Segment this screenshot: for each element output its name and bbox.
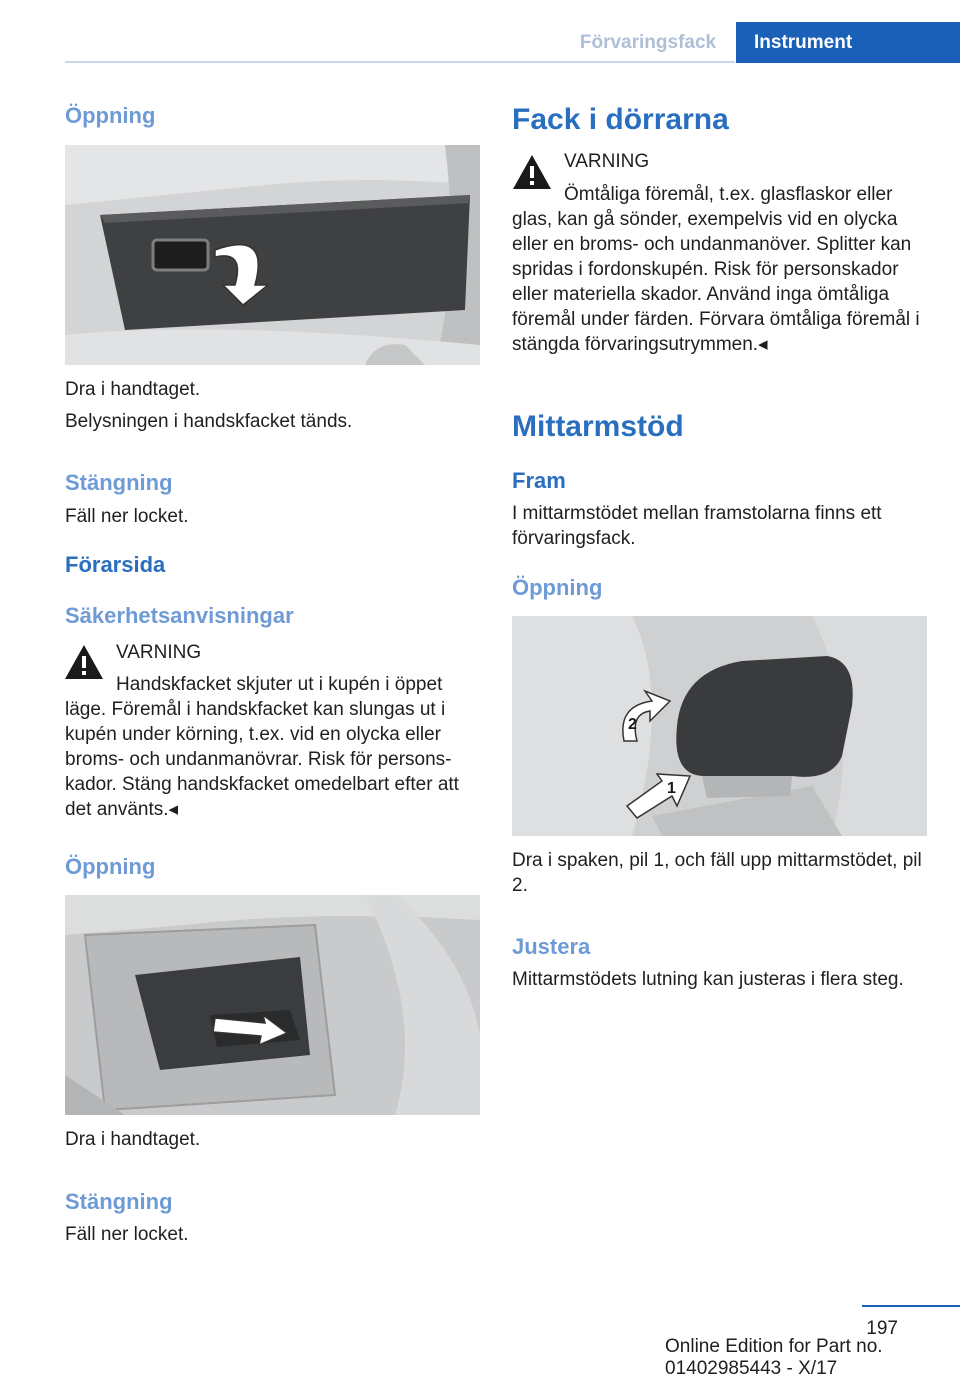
text-belysning: Belysningen i handskfacket tänds. (65, 411, 353, 432)
footer-edition (665, 1336, 960, 1380)
heading-stangning-1: Stängning (65, 470, 173, 495)
text-dra-i-handtaget-2: Dra i handtaget. (65, 1129, 201, 1150)
heading-oppning-right: Öppning (512, 575, 603, 600)
arrow-label-1: 1 (667, 780, 676, 797)
page-number: 197 (866, 1318, 898, 1339)
text-dra-spaken-block (512, 848, 927, 898)
footer-edition-text: Online Edition for Part no. 01402985443 - X/17 (665, 1336, 883, 1379)
heading-forarsida: Förarsida (65, 552, 166, 577)
heading-justera: Justera (512, 934, 591, 959)
armrest-illustration (512, 616, 927, 836)
text-fram: I mittarmstödet mellan framstolarna finns ett förvaringsfack. (512, 503, 882, 549)
warning-text-left: Handskfacket skjuter ut i kupén i öppet läge. Föremål i handskfacket kan slungas ut i kupén under körning, t.ex. vid en olycka eller broms- och undanmanövrar. Risk för personskador. Stäng handskfacket omedelbart efter att det använts.◂ (65, 674, 459, 820)
warning-label-left: VARNING (116, 642, 202, 663)
arrow-label-2: 2 (628, 716, 637, 733)
text-fram-block (512, 501, 927, 551)
text-fall-ner-2: Fäll ner locket. (65, 1224, 189, 1245)
heading-fack-i-dorrarna: Fack i dörrarna (512, 103, 729, 136)
warning-text-right: Ömtåliga föremål, t.ex. glasflaskor eller glas, kan gå sönder, exempelvis vid en olycka eller en broms- och undanmanöver. Splitter kan spridas i fordonskupén. Risk för personskador eller materiella skador. Använd inga ömtåliga föremål under färden. Förvara ömtåliga föremål i stängda förvaringsutrymmen.◂ (512, 184, 920, 355)
footer-rule (862, 1305, 960, 1307)
header-active-tab[interactable]: Instrument (736, 22, 960, 63)
text-fall-ner-1: Fäll ner locket. (65, 506, 189, 527)
heading-oppning-1: Öppning (65, 103, 156, 128)
glovebox-open-illustration (65, 145, 480, 365)
warning-block-right (512, 182, 927, 357)
header-section-tab[interactable]: Förvaringsfack (579, 32, 717, 53)
heading-oppning-2: Öppning (65, 854, 156, 879)
text-dra-i-handtaget-1: Dra i handtaget. (65, 379, 201, 400)
heading-mittarmstod: Mittarmstöd (512, 410, 684, 443)
driver-side-compartment-illustration (65, 895, 480, 1115)
heading-stangning-2: Stängning (65, 1189, 173, 1214)
heading-fram: Fram (512, 468, 566, 493)
text-dra-spaken: Dra i spaken, pil 1, och fäll upp mittarmstödet, pil 2. (512, 850, 922, 896)
warning-label-right: VARNING (564, 151, 650, 172)
text-justera: Mittarmstödets lutning kan justeras i flera steg. (512, 969, 904, 990)
heading-sakerhetsanvisningar: Säkerhetsanvisningar (65, 603, 294, 628)
warning-block-left (65, 672, 480, 822)
